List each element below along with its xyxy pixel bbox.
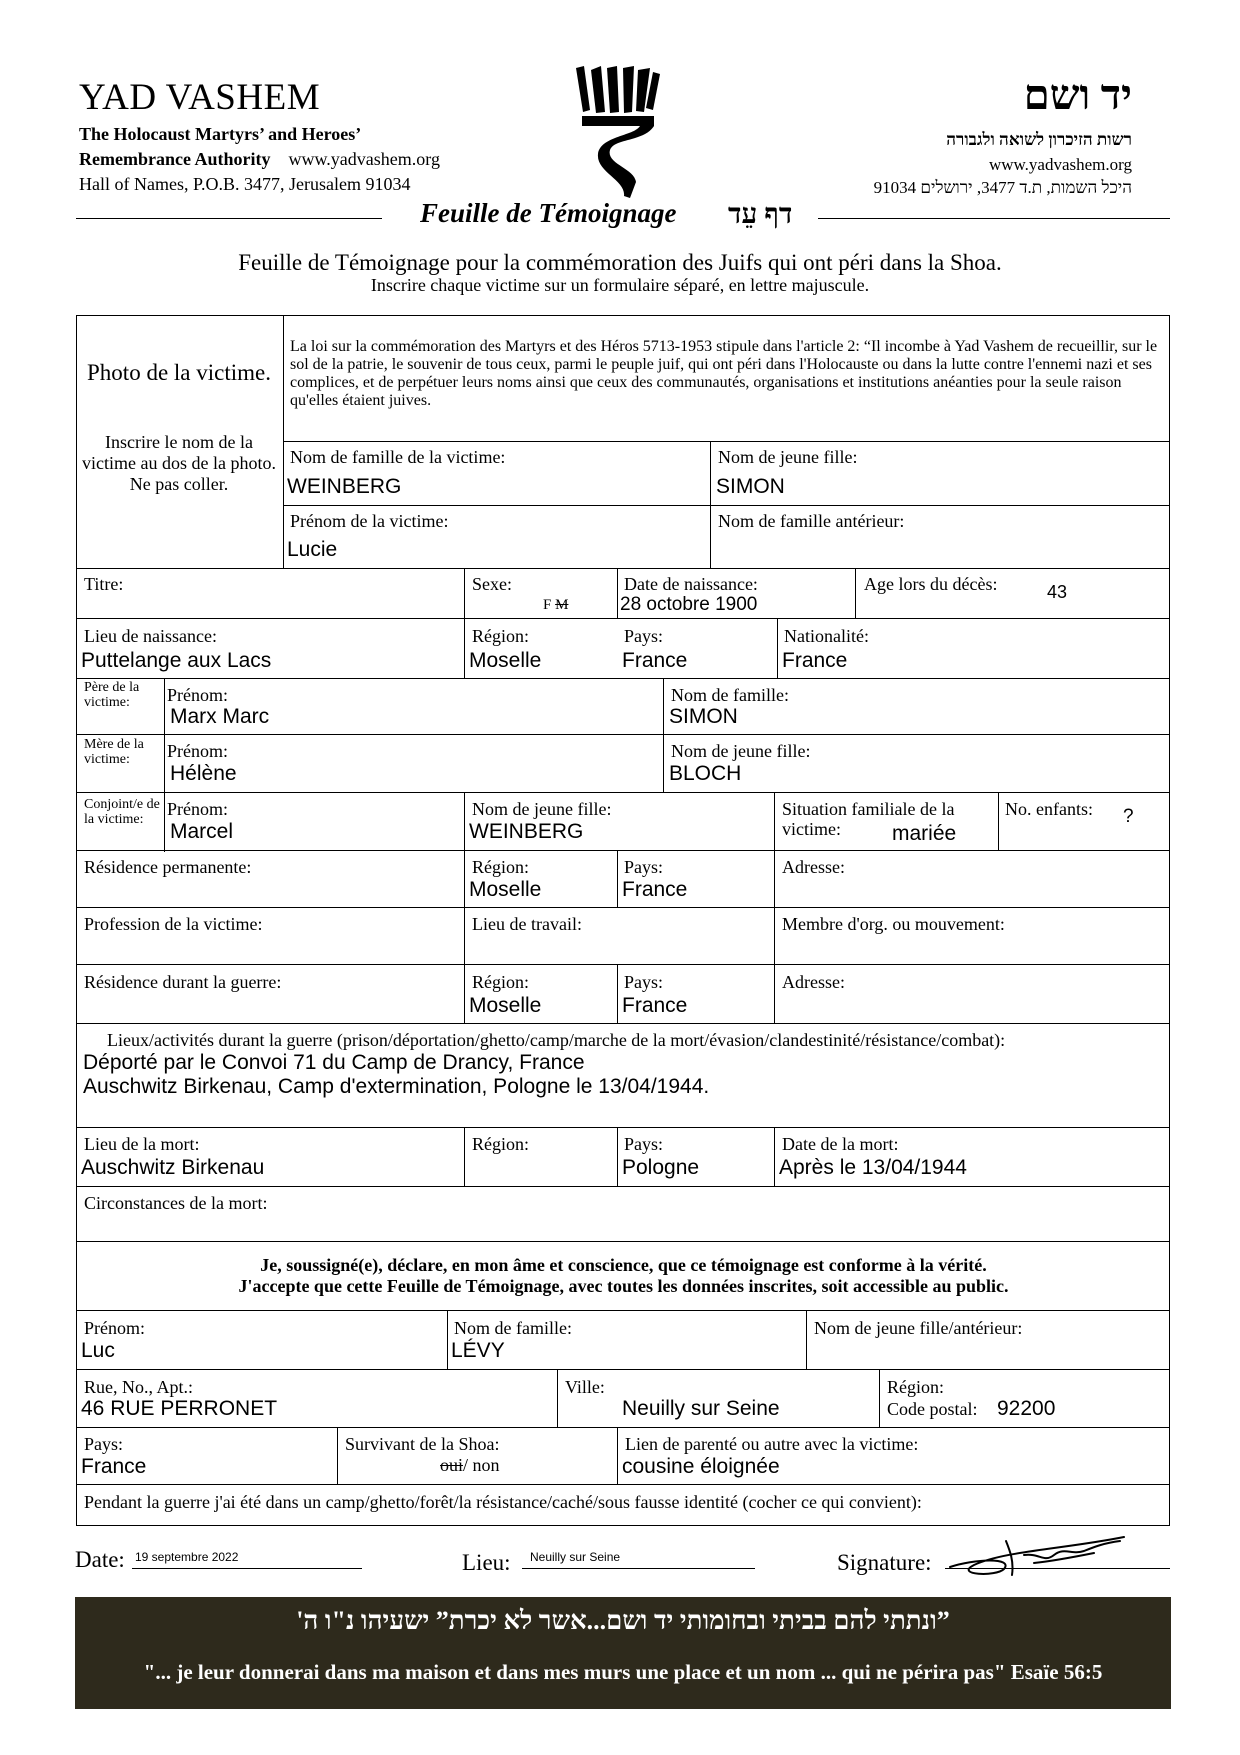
- father-side-label: Père de la victime:: [84, 680, 140, 710]
- war-places-line2[interactable]: Auschwitz Birkenau, Camp d'extermination, Pologne le 13/04/1944.: [83, 1075, 710, 1098]
- death-place-value[interactable]: Auschwitz Birkenau: [81, 1156, 265, 1179]
- victim-firstname-value[interactable]: Lucie: [287, 538, 338, 561]
- children-label: No. enfants:: [1005, 799, 1093, 819]
- victim-age-value[interactable]: 43: [1047, 582, 1068, 602]
- war-address-label: Adresse:: [782, 972, 845, 992]
- father-surname-label: Nom de famille:: [671, 685, 789, 705]
- survivor-option-oui: oui: [440, 1455, 464, 1475]
- org-address: Hall of Names, P.O.B. 3477, Jerusalem 91034: [79, 174, 411, 194]
- header-rule-right: [818, 218, 1170, 219]
- law-text: La loi sur la commémoration des Martyrs et des Héros 5713-1953 stipule dans l'article 2: “Il incombe à Yad Vashem de recueillir, sur le sol de la patrie, le souvenir de tous ceux, parmi le peuple juif, qui ont péri dans l'Holocauste ou dans la lutte contre l'ennemi nazi et ses complices, et de perpétuer leurs noms ainsi que ceux des communautés, organisations et institutions anéanties pour la seule raison qu'elles étaient juives.: [290, 338, 1158, 409]
- submitter-country-value[interactable]: France: [81, 1455, 147, 1478]
- place-underline: [522, 1568, 755, 1569]
- submitter-city-value[interactable]: Neuilly sur Seine: [622, 1397, 780, 1420]
- hebrew-org-title: יד ושם: [1023, 73, 1132, 119]
- death-country-value[interactable]: Pologne: [622, 1156, 700, 1179]
- birthplace-label: Lieu de naissance:: [84, 626, 217, 646]
- survivor-options[interactable]: oui/ non: [440, 1455, 500, 1475]
- photo-box-title: Photo de la victime.: [87, 360, 271, 385]
- submitter-firstname-label: Prénom:: [84, 1318, 145, 1338]
- father-firstname-label: Prénom:: [167, 685, 228, 705]
- org-title: YAD VASHEM: [79, 77, 321, 118]
- footer-date-value[interactable]: 19 septembre 2022: [135, 1550, 239, 1564]
- residence-address-label: Adresse:: [782, 857, 845, 877]
- footer-signature-label: Signature:: [837, 1550, 932, 1575]
- father-surname-value[interactable]: SIMON: [669, 705, 738, 728]
- residence-label: Résidence permanente:: [84, 857, 252, 877]
- war-places-line1[interactable]: Déporté par le Convoi 71 du Camp de Drancy, France: [83, 1051, 585, 1074]
- relation-value[interactable]: cousine éloignée: [622, 1455, 780, 1478]
- victim-prev-surname-label: Nom de famille antérieur:: [718, 511, 905, 531]
- victim-birthdate-value[interactable]: 28 octobre 1900: [620, 594, 758, 615]
- hebrew-org-url: www.yadvashem.org: [988, 155, 1132, 174]
- survivor-label: Survivant de la Shoa:: [345, 1434, 500, 1454]
- birth-country-label: Pays:: [624, 626, 664, 646]
- relation-label: Lien de parenté ou autre avec la victime:: [625, 1434, 919, 1454]
- declaration-line1: Je, soussigné(e), déclare, en mon âme et conscience, que ce témoignage est conforme à la vérité.: [260, 1255, 987, 1275]
- father-firstname-value[interactable]: Marx Marc: [170, 705, 270, 728]
- wartime-status-label: Pendant la guerre j'ai été dans un camp/ghetto/forêt/la résistance/caché/sous fausse identité (cocher ce qui convient):: [84, 1492, 922, 1512]
- victim-maiden-value[interactable]: SIMON: [716, 475, 785, 498]
- nationality-label: Nationalité:: [784, 626, 869, 646]
- declaration-line2: J'accepte que cette Feuille de Témoignage, avec toutes les données inscrites, soit accessible au public.: [238, 1276, 1009, 1296]
- submitter-postal-label: Code postal:: [887, 1399, 978, 1419]
- footer-date-label: Date:: [75, 1547, 125, 1572]
- org-subtitle: The Holocaust Martyrs’ and Heroes’: [79, 124, 362, 144]
- footer-place-value[interactable]: Neuilly sur Seine: [530, 1550, 621, 1564]
- victim-surname-value[interactable]: WEINBERG: [287, 475, 402, 498]
- handwritten-signature: [944, 1533, 1134, 1581]
- banner-french-quote: "... je leur donnerai dans ma maison et dans mes murs une place et un nom ... qui ne périra pas" Esaïe 56:5: [143, 1660, 1103, 1684]
- death-region-label: Région:: [472, 1134, 529, 1154]
- hebrew-form-title: דף עֵד: [728, 199, 793, 230]
- org-authority: Remembrance Authority www.yadvashem.org: [79, 149, 440, 169]
- death-date-label: Date de la mort:: [782, 1134, 899, 1154]
- birth-region-value[interactable]: Moselle: [469, 649, 542, 672]
- war-country-value[interactable]: France: [622, 994, 688, 1017]
- sex-option-m: M: [555, 597, 569, 613]
- victim-age-label: Age lors du décès:: [864, 574, 998, 594]
- submitter-surname-value[interactable]: LÉVY: [451, 1339, 505, 1362]
- workplace-label: Lieu de travail:: [472, 914, 582, 934]
- victim-birthdate-label: Date de naissance:: [624, 574, 758, 594]
- submitter-surname-label: Nom de famille:: [454, 1318, 572, 1338]
- submitter-maiden-label: Nom de jeune fille/antérieur:: [814, 1318, 1023, 1338]
- residence-region-value[interactable]: Moselle: [469, 878, 542, 901]
- submitter-country-label: Pays:: [84, 1434, 124, 1454]
- victim-sex-label: Sexe:: [472, 574, 512, 594]
- victim-title-label: Titre:: [84, 574, 124, 594]
- residence-region-label: Région:: [472, 857, 529, 877]
- membership-label: Membre d'org. ou mouvement:: [782, 914, 1005, 934]
- death-country-label: Pays:: [624, 1134, 664, 1154]
- footer-place-label: Lieu:: [462, 1550, 511, 1575]
- submitter-firstname-value[interactable]: Luc: [81, 1339, 115, 1362]
- profession-label: Profession de la victime:: [84, 914, 263, 934]
- intro-instruction: Inscrire chaque victime sur un formulaire séparé, en lettre majuscule.: [370, 275, 870, 295]
- birth-region-label: Région:: [472, 626, 529, 646]
- submitter-postal-value[interactable]: 92200: [997, 1397, 1056, 1420]
- declaration: [77, 1255, 1170, 1297]
- war-country-label: Pays:: [624, 972, 664, 992]
- war-region-label: Région:: [472, 972, 529, 992]
- spouse-side-label: Conjoint/e de la victime:: [84, 797, 160, 827]
- banner-hebrew-quote: ”ונתתי להם בביתי ובחומותי יד ושם...אשר לא יכרת” ישעיהו נ"ו ה': [296, 1606, 950, 1635]
- war-places-label: Lieux/activités durant la guerre (prison/déportation/ghetto/camp/marche de la mort/évasion/clandestinité/résistance/combat):: [107, 1030, 1006, 1050]
- header-rule-left: [76, 218, 382, 219]
- submitter-region-label: Région:: [887, 1377, 944, 1397]
- mother-maiden-label: Nom de jeune fille:: [671, 741, 811, 761]
- intro-title: Feuille de Témoignage pour la commémoration des Juifs qui ont péri dans la Shoa.: [238, 250, 1002, 275]
- submitter-city-label: Ville:: [565, 1377, 605, 1397]
- victim-maiden-label: Nom de jeune fille:: [718, 447, 858, 467]
- family-status-label: Situation familiale de la victime:: [782, 799, 955, 839]
- victim-surname-label: Nom de famille de la victime:: [290, 447, 506, 467]
- residence-country-label: Pays:: [624, 857, 664, 877]
- family-status-value[interactable]: mariée: [892, 822, 957, 845]
- victim-sex-options: [543, 595, 568, 615]
- spouse-maiden-label: Nom de jeune fille:: [472, 799, 612, 819]
- birthplace-value[interactable]: Puttelange aux Lacs: [81, 649, 272, 672]
- mother-firstname-label: Prénom:: [167, 741, 228, 761]
- death-circumstances-label: Circonstances de la mort:: [84, 1193, 268, 1213]
- yad-vashem-logo: [574, 64, 660, 198]
- org-url: www.yadvashem.org: [288, 149, 440, 169]
- birth-country-value[interactable]: France: [622, 649, 688, 672]
- form-title: Feuille de Témoignage: [420, 198, 677, 228]
- death-place-label: Lieu de la mort:: [84, 1134, 200, 1154]
- spouse-firstname-value[interactable]: Marcel: [170, 820, 234, 843]
- children-value[interactable]: ?: [1123, 806, 1134, 827]
- survivor-option-non: non: [472, 1455, 500, 1475]
- mother-side-label: Mère de la victime:: [84, 737, 144, 767]
- nationality-value[interactable]: France: [782, 649, 848, 672]
- mother-firstname-value[interactable]: Hélène: [170, 762, 237, 785]
- hebrew-org-subtitle: רשות הזיכרון לשואה ולגבורה: [946, 130, 1132, 149]
- mother-maiden-value[interactable]: BLOCH: [669, 762, 742, 785]
- submitter-street-value[interactable]: 46 RUE PERRONET: [81, 1397, 278, 1420]
- hebrew-org-address: היכל השמות, ת.ד 3477, ירושלים 91034: [873, 178, 1132, 197]
- submitter-street-label: Rue, No., Apt.:: [84, 1377, 194, 1397]
- death-date-value[interactable]: Après le 13/04/1944: [779, 1156, 967, 1179]
- photo-box-instructions: Inscrire le nom de la victime au dos de la photo. Ne pas coller.: [82, 432, 276, 494]
- sex-option-f: F: [543, 597, 552, 613]
- spouse-firstname-label: Prénom:: [167, 799, 228, 819]
- date-underline: [132, 1568, 362, 1569]
- residence-country-value[interactable]: France: [622, 878, 688, 901]
- victim-firstname-label: Prénom de la victime:: [290, 511, 449, 531]
- spouse-maiden-value[interactable]: WEINBERG: [469, 820, 584, 843]
- war-region-value[interactable]: Moselle: [469, 994, 542, 1017]
- war-residence-label: Résidence durant la guerre:: [84, 972, 282, 992]
